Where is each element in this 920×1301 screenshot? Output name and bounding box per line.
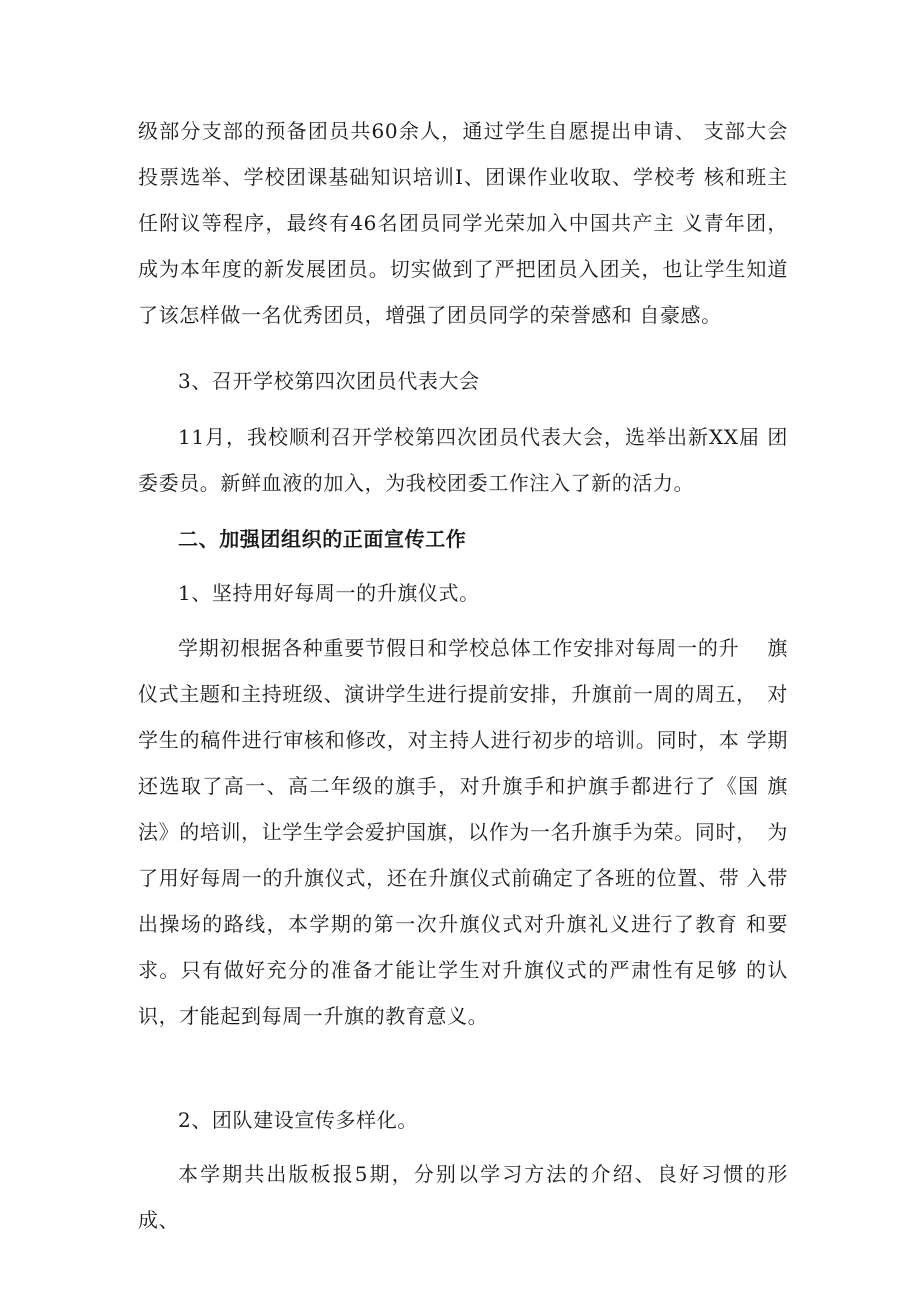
paragraph-congress: 11月，我校顺利召开学校第四次团员代表大会，选举出新XX届 团委委员。新鲜血液的加入，为我校团委工作注入了新的活力。 [138, 425, 788, 495]
paragraph-blackboard: 本学期共出版板报5期，分别以学习方法的介绍、良好习惯的形 成、 [138, 1162, 809, 1232]
heading-item-1: 1、坚持用好每周一的升旗仪式。 [178, 581, 480, 605]
heading-item-2: 2、团队建设宣传多样化。 [178, 1108, 418, 1132]
paragraph-flag-ceremony: 学期初根据各种重要节假日和学校总体工作安排对每周一的升 旗仪式主题和主持班级、演讲学生进行提前安排，升旗前一周的周五， 对学生的稿件进行审核和修改，对主持人进行初步的培训。同时，本 学期还选取了高一、高二年级的旗手，对升旗手和护旗手都进行了《国 旗法》的培训，让学生学会爱护国旗，以作为一名升旗手为荣。同时， 为了用好每周一的升旗仪式，还在升旗仪式前确定了各班的位置、带 入带出操场的路线，本学期的第一次升旗仪式对升旗礼义进行了教育 和要求。只有做好充分的准备才能让学生对升旗仪式的严肃性有足够 的认识，才能起到每周一升旗的教育意义。 [138, 636, 788, 1028]
paragraph-member-development: 级部分支部的预备团员共60余人，通过学生自愿提出申请、 支部大会投票选举、学校团课基础知识培训I、团课作业收取、学校考 核和班主任附议等程序，最终有46名团员同学光荣加入中国共产主 义青年团，成为本年度的新发展团员。切实做到了严把团员入团关，也让学生知道了该怎样做一名优秀团员，增强了团员同学的荣誉感和 自豪感。 [138, 119, 788, 327]
heading-section-2: 二、加强团组织的正面宣传工作 [178, 527, 467, 551]
heading-item-3: 3、召开学校第四次团员代表大会 [178, 369, 480, 393]
